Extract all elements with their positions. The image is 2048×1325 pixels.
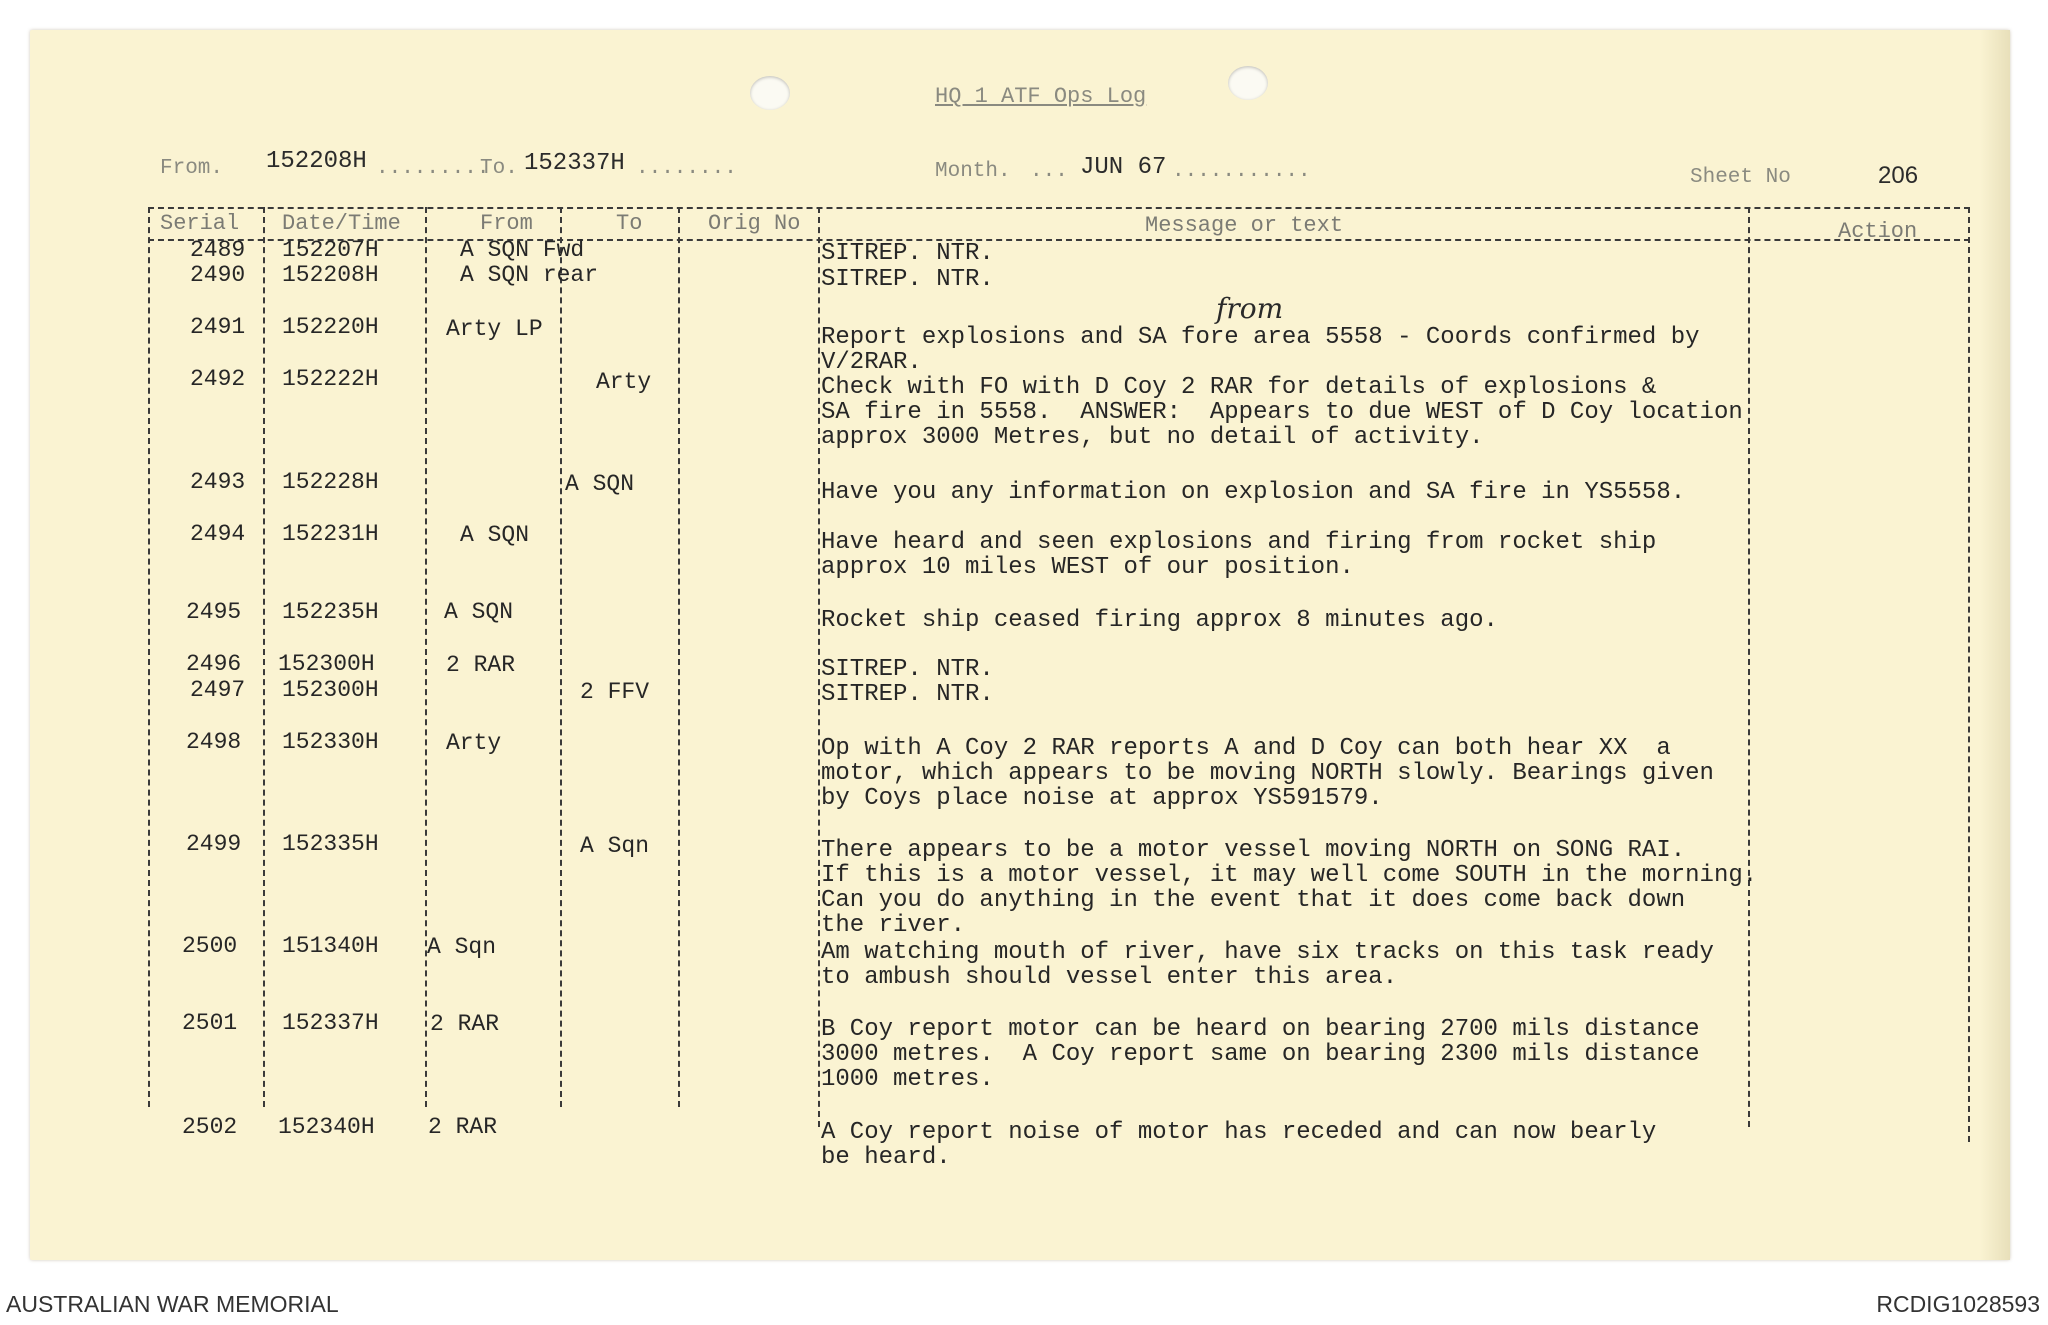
- serial-cell: 2489: [190, 237, 246, 263]
- header-rule: [148, 239, 1970, 241]
- month-dots: ...........: [1172, 160, 1311, 183]
- datetime-cell: 152300H: [282, 677, 379, 703]
- serial-cell: 2491: [190, 314, 246, 340]
- message-cell: SITREP. NTR.: [821, 240, 994, 267]
- to-value: 152337H: [524, 150, 625, 177]
- handwritten-correction: from: [1216, 292, 1284, 325]
- sheet-label: Sheet No: [1690, 166, 1791, 189]
- serial-cell: 2492: [190, 366, 246, 392]
- serial-cell: 2493: [190, 469, 246, 495]
- datetime-cell: 152330H: [282, 729, 379, 755]
- message-cell: Op with A Coy 2 RAR reports A and D Coy can both hear XX a motor, which appears to be moving NORTH slowly. Bearings given by Coys place noise at approx YS591579.: [821, 735, 1714, 812]
- to-cell: 2 FFV: [580, 679, 650, 705]
- punch-hole-left: [750, 76, 790, 110]
- to-dots: ........: [636, 157, 737, 180]
- datetime-cell: 152207H: [282, 237, 379, 263]
- message-cell: Rocket ship ceased firing approx 8 minutes ago.: [821, 607, 1498, 634]
- message-cell: SITREP. NTR.: [821, 681, 994, 708]
- serial-cell: 2498: [186, 729, 242, 755]
- datetime-cell: 152231H: [282, 521, 379, 547]
- serial-cell: 2490: [190, 262, 246, 288]
- from-cell: A SQN: [460, 522, 530, 548]
- to-cell: A SQN: [565, 471, 635, 497]
- col-divider: [818, 207, 820, 1127]
- from-cell: 2 RAR: [446, 652, 516, 678]
- message-cell: Have you any information on explosion and SA fire in YS5558.: [821, 479, 1686, 506]
- datetime-cell: 152208H: [282, 262, 379, 288]
- col-divider: [425, 207, 427, 1107]
- from-cell: 2 RAR: [428, 1114, 498, 1140]
- col-divider: [678, 207, 680, 1107]
- col-divider: [1968, 207, 1970, 1142]
- from-cell: A SQN: [444, 599, 514, 625]
- from-cell: 2 RAR: [430, 1011, 500, 1037]
- to-label: To.: [480, 157, 518, 180]
- serial-cell: 2495: [186, 599, 242, 625]
- col-header-action: Action: [1838, 219, 1918, 244]
- col-divider: [1748, 207, 1750, 1127]
- col-header-message: Message or text: [1145, 213, 1344, 238]
- from-cell: A SQN Fwd: [460, 237, 585, 263]
- from-dots: .........: [376, 157, 490, 180]
- datetime-cell: 152222H: [282, 366, 379, 392]
- datetime-cell: 152235H: [282, 599, 379, 625]
- col-header-orig-no: Orig No: [708, 211, 801, 236]
- month-value: JUN 67: [1080, 154, 1167, 181]
- serial-cell: 2502: [182, 1114, 238, 1140]
- month-dots-pre: ...: [1030, 160, 1068, 183]
- datetime-cell: 152335H: [282, 831, 379, 857]
- sheet-number: 206: [1878, 162, 1919, 189]
- datetime-cell: 152340H: [278, 1114, 375, 1140]
- col-header-serial: Serial: [160, 211, 240, 236]
- datetime-cell: 151340H: [282, 933, 379, 959]
- from-cell: Arty: [446, 730, 502, 756]
- from-label: From.: [160, 157, 224, 180]
- table-top-rule: [148, 207, 1970, 209]
- from-value: 152208H: [266, 148, 367, 175]
- col-divider: [148, 207, 150, 1107]
- serial-cell: 2494: [190, 521, 246, 547]
- datetime-cell: 152337H: [282, 1010, 379, 1036]
- footer-institution: AUSTRALIAN WAR MEMORIAL: [6, 1291, 339, 1317]
- col-divider: [263, 207, 265, 1107]
- to-cell: A Sqn: [580, 833, 650, 859]
- message-cell: B Coy report motor can be heard on bearing 2700 mils distance 3000 metres. A Coy report same on bearing 2300 mils distance 1000 metres.: [821, 1016, 1700, 1093]
- footer-record-id: RCDIG1028593: [1876, 1291, 2040, 1317]
- message-cell: Am watching mouth of river, have six tracks on this task ready to ambush should vessel enter this area.: [821, 939, 1714, 991]
- from-cell: A SQN rear: [460, 262, 599, 288]
- serial-cell: 2501: [182, 1010, 238, 1036]
- serial-cell: 2497: [190, 677, 246, 703]
- message-cell: SITREP. NTR.: [821, 266, 994, 293]
- log-title: HQ 1 ATF Ops Log: [935, 84, 1147, 109]
- message-cell: Check with FO with D Coy 2 RAR for details of explosions & SA fire in 5558. ANSWER: Appears to due WEST of D Coy location approx 3000 Metres, but no detail of activity.: [821, 374, 1743, 451]
- message-cell: Have heard and seen explosions and firing from rocket ship approx 10 miles WEST of our position.: [821, 529, 1657, 581]
- datetime-cell: 152220H: [282, 314, 379, 340]
- col-header-datetime: Date/Time: [282, 211, 401, 236]
- serial-cell: 2500: [182, 933, 238, 959]
- message-cell: A Coy report noise of motor has receded and can now bearly be heard.: [821, 1119, 1657, 1171]
- to-cell: Arty: [596, 369, 652, 395]
- punch-hole-right: [1228, 66, 1268, 100]
- from-cell: A Sqn: [427, 934, 497, 960]
- datetime-cell: 152300H: [278, 651, 375, 677]
- col-header-from: From: [480, 211, 533, 236]
- datetime-cell: 152228H: [282, 469, 379, 495]
- message-cell: Report explosions and SA fore area 5558 - Coords confirmed by V/2RAR.: [821, 324, 1700, 376]
- from-cell: Arty LP: [446, 316, 543, 342]
- message-cell: There appears to be a motor vessel moving NORTH on SONG RAI. If this is a motor vessel, it may well come SOUTH in the morning. Can you do anything in the event that it does come back down the river.: [821, 837, 1758, 939]
- col-divider: [560, 207, 562, 1107]
- month-label: Month.: [935, 160, 1011, 183]
- serial-cell: 2496: [186, 651, 242, 677]
- message-cell: SITREP. NTR.: [821, 656, 994, 683]
- serial-cell: 2499: [186, 831, 242, 857]
- col-header-to: To: [616, 211, 643, 236]
